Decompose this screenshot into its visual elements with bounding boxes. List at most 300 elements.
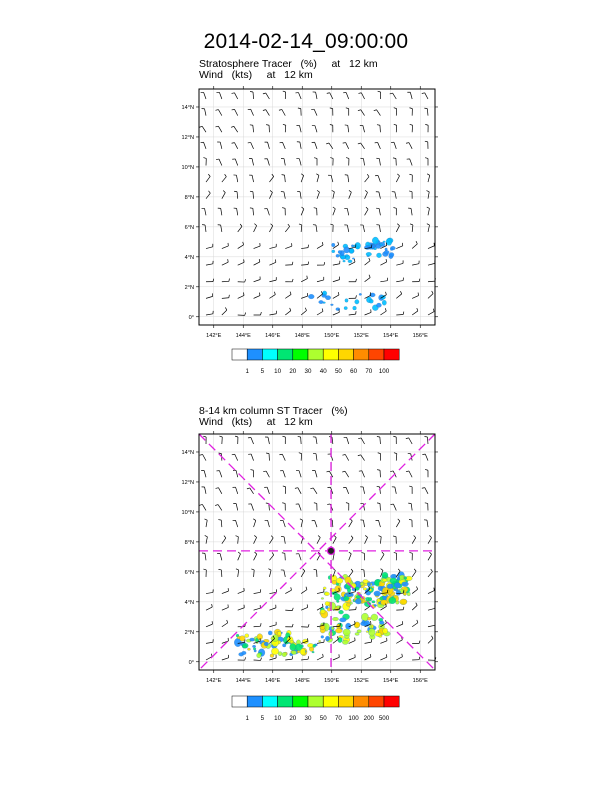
wind-barb xyxy=(285,224,289,232)
wind-barb xyxy=(263,110,270,116)
wind-barb xyxy=(222,279,230,282)
wind-barb xyxy=(269,174,273,182)
lon-label: 142°E xyxy=(206,678,222,684)
wind-barb xyxy=(281,192,285,199)
wind-barb xyxy=(333,292,339,298)
tracer-blob xyxy=(348,260,352,263)
colorbar-box xyxy=(278,349,293,360)
wind-barb xyxy=(374,110,381,116)
wind-barb xyxy=(206,244,213,249)
wind-barb xyxy=(203,569,206,577)
wind-barb xyxy=(396,260,403,265)
wind-barb xyxy=(282,436,285,444)
wind-barb xyxy=(283,91,286,99)
colorbar-box xyxy=(308,696,323,707)
wind-barb xyxy=(425,158,428,166)
wind-barb xyxy=(200,504,206,510)
wind-barb xyxy=(233,487,238,494)
wind-barb xyxy=(359,471,365,477)
wind-barb xyxy=(222,243,228,249)
tracer-blob xyxy=(361,613,368,621)
wind-barb xyxy=(333,277,340,282)
tracer-blob xyxy=(320,624,325,630)
wind-barb xyxy=(392,487,396,494)
wind-barb xyxy=(285,656,292,660)
wind-barb xyxy=(269,292,275,299)
wind-barb xyxy=(217,554,222,561)
wind-barb xyxy=(219,436,222,444)
wind-barb xyxy=(238,313,246,316)
colorbar-label: 70 xyxy=(365,368,373,375)
colorbar-label: 10 xyxy=(274,715,282,722)
tracer-blob xyxy=(383,628,388,634)
wind-barb xyxy=(238,224,242,232)
wind-barb xyxy=(409,191,412,199)
wind-barb xyxy=(425,469,428,477)
wind-barb xyxy=(396,621,402,627)
wind-barb xyxy=(424,436,428,444)
wind-barb xyxy=(217,142,222,149)
wind-barb xyxy=(412,241,417,248)
colorbar-label: 20 xyxy=(289,368,297,375)
tracer-blob xyxy=(360,582,363,586)
wind-barb xyxy=(377,470,380,478)
lon-label: 144°E xyxy=(235,333,251,339)
wind-barb xyxy=(254,243,261,248)
tracer-blob xyxy=(382,587,389,595)
wind-barb xyxy=(296,471,301,478)
wind-barb xyxy=(427,224,430,232)
wind-barb xyxy=(365,207,369,215)
tracer-blob xyxy=(376,253,381,258)
wind-barb xyxy=(314,158,317,166)
tracer-blob xyxy=(376,244,381,249)
wind-barb xyxy=(428,260,435,265)
tracer-blob xyxy=(390,578,397,584)
wind-barb xyxy=(249,175,253,182)
tracer-blob xyxy=(396,590,401,595)
wind-barb xyxy=(206,589,213,593)
lon-label: 148°E xyxy=(294,333,310,339)
tracer-blob xyxy=(382,572,388,578)
wind-barb xyxy=(428,309,434,315)
wind-barb xyxy=(365,535,368,543)
wind-barb xyxy=(412,641,420,644)
tracer-blob xyxy=(242,645,247,648)
tracer-blob xyxy=(278,631,282,635)
wind-barb xyxy=(317,535,320,543)
wind-barb xyxy=(282,503,285,511)
tracer-blob xyxy=(376,303,381,307)
wind-barb xyxy=(281,570,285,577)
wind-barb xyxy=(285,608,293,611)
lon-label: 150°E xyxy=(324,333,340,339)
wind-barb xyxy=(349,536,353,544)
wind-barb xyxy=(254,259,260,265)
wind-barb xyxy=(206,604,212,610)
wind-barb xyxy=(232,454,238,460)
wind-barb xyxy=(285,292,291,299)
tracer-blob xyxy=(264,642,268,646)
colorbar-box xyxy=(232,696,247,707)
wind-barb xyxy=(298,436,301,444)
tracer-blob xyxy=(366,252,372,256)
wind-barb xyxy=(333,207,335,215)
lat-label: 12°N xyxy=(181,134,194,141)
wind-barb xyxy=(238,242,244,249)
tracer-blob xyxy=(342,640,348,644)
wind-barb xyxy=(409,174,412,182)
panel1-subtitle-line2: Wind (kts) at 12 km xyxy=(199,69,313,81)
wind-barb xyxy=(266,125,269,133)
lon-label: 152°E xyxy=(353,333,369,339)
tracer-blob xyxy=(382,300,386,305)
colorbar-label: 50 xyxy=(334,368,342,375)
wind-barb xyxy=(424,520,428,527)
wind-barb xyxy=(233,520,238,527)
colorbar-box xyxy=(247,349,262,360)
tracer-blob xyxy=(369,625,372,628)
wind-barb xyxy=(254,589,261,593)
wind-barb xyxy=(394,552,397,560)
wind-barb xyxy=(310,488,317,494)
lon-label: 154°E xyxy=(383,678,399,684)
wind-barb xyxy=(344,208,348,215)
wind-barb xyxy=(266,453,269,461)
lat-label: 8°N xyxy=(184,539,194,546)
tracer-blob xyxy=(339,610,344,614)
wind-barb xyxy=(412,279,420,282)
wind-barb xyxy=(222,655,229,660)
wind-barb xyxy=(222,588,229,593)
tracer-blob xyxy=(347,588,351,592)
wind-barb xyxy=(428,291,433,298)
colorbar-box xyxy=(354,696,369,707)
wind-barb xyxy=(205,535,208,543)
colorbar-box xyxy=(338,349,353,360)
wind-barb xyxy=(345,175,349,182)
tracer-blob xyxy=(325,601,329,605)
wind-barb xyxy=(249,158,253,165)
wind-barb xyxy=(328,454,333,461)
wind-barb xyxy=(313,225,317,232)
lat-label: 0° xyxy=(188,314,194,321)
wind-barb xyxy=(428,622,435,626)
wind-barb xyxy=(265,520,270,527)
wind-barbs xyxy=(199,91,435,315)
wind-barb xyxy=(365,639,372,643)
tracer-blob xyxy=(375,632,381,636)
wind-barb xyxy=(377,503,380,511)
wind-barb xyxy=(409,552,412,560)
lat-label: 12°N xyxy=(181,479,194,486)
wind-barb xyxy=(312,470,317,477)
wind-barb xyxy=(425,141,428,149)
tracer-blob xyxy=(386,238,392,245)
wind-barb xyxy=(380,552,384,560)
tracer-blob xyxy=(374,604,377,606)
wind-barb xyxy=(360,225,364,232)
wind-barb xyxy=(263,93,270,99)
wind-barb xyxy=(231,126,238,132)
wind-barb xyxy=(380,638,387,644)
lon-label: 156°E xyxy=(412,333,428,339)
wind-barb xyxy=(301,569,305,577)
tracer-blob xyxy=(338,637,343,642)
wind-barb xyxy=(349,311,356,315)
wind-barb xyxy=(285,279,293,282)
tracer-blob xyxy=(300,649,306,655)
tracer-blob xyxy=(389,597,396,604)
tracer-blob xyxy=(271,648,278,655)
wind-barb xyxy=(283,486,286,494)
wind-barb xyxy=(222,605,228,611)
wind-barb xyxy=(233,503,237,510)
wind-barb xyxy=(410,124,413,132)
colorbar xyxy=(232,349,399,375)
wind-barb xyxy=(427,207,430,215)
colorbar-label: 20 xyxy=(289,715,297,722)
tracer-blob xyxy=(368,597,372,601)
wind-barb xyxy=(394,108,397,116)
wind-barb xyxy=(238,552,241,560)
lat-label: 2°N xyxy=(184,629,194,636)
wind-barb xyxy=(250,208,254,215)
wind-barb xyxy=(238,657,246,660)
wind-barb xyxy=(301,207,304,215)
tracer-blob xyxy=(332,617,338,621)
wind-barb xyxy=(206,174,210,182)
tracer-blob xyxy=(245,634,249,638)
wind-barb xyxy=(312,520,317,527)
tracer-blob xyxy=(320,610,325,614)
tracer-blob xyxy=(327,608,331,611)
wind-barb xyxy=(222,259,228,265)
wind-barb xyxy=(282,175,286,182)
wind-barb xyxy=(222,307,227,315)
wind-barb xyxy=(378,91,381,99)
wind-barb xyxy=(313,92,317,99)
wind-barb xyxy=(333,654,339,660)
wind-barb xyxy=(394,124,397,132)
wind-barb xyxy=(349,190,352,198)
wind-barb xyxy=(206,639,213,643)
wind-barb xyxy=(312,142,317,149)
wind-barb xyxy=(269,552,273,560)
wind-barb xyxy=(232,159,237,166)
tracer-blob xyxy=(332,250,335,253)
wind-barb xyxy=(200,454,206,460)
wind-barb xyxy=(279,454,285,460)
wind-barb xyxy=(269,190,272,198)
tracer-blob xyxy=(355,632,359,635)
tracer-blob xyxy=(372,237,378,244)
wind-barb xyxy=(236,536,239,544)
tracer-blob xyxy=(362,620,365,623)
wind-barb xyxy=(233,470,238,477)
wind-barb xyxy=(422,488,428,494)
wind-barb xyxy=(343,487,349,493)
wind-barb xyxy=(375,142,381,148)
wind-barb xyxy=(428,636,433,644)
wind-barb xyxy=(410,224,413,232)
wind-barb xyxy=(202,487,206,494)
wind-barb xyxy=(232,143,238,149)
map-frame xyxy=(199,89,435,325)
wind-barb xyxy=(265,437,269,444)
tracer-blob xyxy=(359,293,362,295)
wind-barb xyxy=(393,208,396,216)
wind-barb xyxy=(330,124,333,132)
wind-barb xyxy=(265,142,270,149)
lat-label: 6°N xyxy=(184,569,194,576)
lat-label: 14°N xyxy=(181,104,194,111)
wind-barb xyxy=(360,125,365,132)
wind-barb xyxy=(316,174,319,182)
colorbar-box xyxy=(384,696,399,707)
tracer-blob xyxy=(252,645,255,648)
wind-barb xyxy=(206,654,212,660)
wind-barb xyxy=(362,553,365,561)
colorbar-label: 500 xyxy=(378,715,390,722)
tracer-blob xyxy=(332,580,337,584)
tracer-blob xyxy=(319,300,324,303)
colorbar-box xyxy=(323,349,338,360)
wind-barb xyxy=(346,108,349,116)
wind-barb xyxy=(365,654,371,660)
lat-label: 4°N xyxy=(184,254,194,261)
tracer-blob xyxy=(331,243,335,247)
wind-barb xyxy=(408,208,412,215)
wind-barb xyxy=(222,191,225,199)
lon-label: 150°E xyxy=(324,678,340,684)
tracer-blob xyxy=(351,593,354,596)
tracer-blob xyxy=(355,599,361,605)
tracer-blob xyxy=(363,588,367,591)
wind-barb xyxy=(377,436,381,444)
grid-lines xyxy=(199,89,435,325)
wind-barb xyxy=(377,125,380,133)
wind-barb xyxy=(380,308,386,315)
colorbar-box xyxy=(247,696,262,707)
wind-barb xyxy=(297,191,301,198)
wind-barb xyxy=(406,471,412,477)
tracer-blob xyxy=(268,631,272,635)
wind-barb xyxy=(365,275,371,282)
colorbar xyxy=(232,696,399,722)
wind-barb xyxy=(280,471,285,478)
tracer-blob xyxy=(350,602,353,604)
tracer-blob xyxy=(336,254,340,257)
wind-barb xyxy=(377,486,381,493)
wind-barb xyxy=(254,623,261,627)
wind-barb xyxy=(317,190,319,198)
wind-barb xyxy=(376,158,380,165)
wind-barb xyxy=(327,487,332,494)
tracer-blob xyxy=(321,636,324,639)
wind-barb xyxy=(199,126,206,132)
colorbar-label: 5 xyxy=(260,368,265,375)
wind-barb xyxy=(216,488,222,494)
wind-barb xyxy=(422,93,428,99)
wind-barb xyxy=(202,553,206,560)
panel1-subtitle-line1: Stratosphere Tracer (%) at 12 km xyxy=(199,58,378,70)
tracer-blob xyxy=(336,578,343,584)
wind-barb xyxy=(222,536,226,544)
wind-barb xyxy=(313,437,317,444)
colorbar-box xyxy=(293,696,308,707)
wind-barb xyxy=(349,519,353,527)
tracer-blob xyxy=(357,630,361,633)
wind-barb xyxy=(215,126,221,132)
wind-barb xyxy=(296,504,301,511)
colorbar-label: 10 xyxy=(274,368,282,375)
wind-barb xyxy=(251,569,254,577)
tracer-blob xyxy=(322,294,327,297)
colorbar-box xyxy=(338,696,353,707)
wind-barb xyxy=(346,158,349,166)
tracer-blob xyxy=(364,245,370,249)
wind-barb xyxy=(285,262,293,265)
wind-barb xyxy=(248,142,254,148)
lon-label: 152°E xyxy=(353,678,369,684)
wind-barb xyxy=(234,208,238,215)
tracer-blob xyxy=(337,606,342,609)
wind-barb xyxy=(425,124,428,132)
wind-barb xyxy=(215,110,221,116)
wind-barb xyxy=(218,569,221,577)
wind-barb xyxy=(349,654,355,660)
tracer-blob xyxy=(321,598,324,600)
plot-title: 2014-02-14_09:00:00 xyxy=(203,30,409,53)
colorbar-box xyxy=(369,696,384,707)
wind-barb xyxy=(264,159,269,166)
colorbar-label: 5 xyxy=(260,715,265,722)
wind-barb xyxy=(396,312,404,315)
tracer-blob xyxy=(308,294,314,299)
wind-barb xyxy=(285,308,291,315)
tracer-blob xyxy=(239,636,245,642)
wind-barb xyxy=(204,519,207,527)
wind-barb xyxy=(206,621,212,627)
colorbar-box xyxy=(323,696,338,707)
wind-barb xyxy=(202,109,206,116)
tracer-blob xyxy=(247,648,250,650)
colorbar-box xyxy=(278,696,293,707)
wind-barb xyxy=(247,488,254,494)
wind-barb xyxy=(427,174,430,182)
wind-barb xyxy=(296,159,301,166)
wind-barb xyxy=(317,291,322,298)
wind-barb xyxy=(396,654,402,660)
wind-barb xyxy=(264,487,269,494)
wind-barb xyxy=(406,143,412,149)
tracer-blob xyxy=(389,252,394,256)
wind-barb xyxy=(410,108,413,116)
wind-barb xyxy=(343,92,349,99)
wind-barb xyxy=(285,587,291,593)
wind-barb xyxy=(282,553,285,561)
tracer-blob xyxy=(250,638,255,641)
wind-barb xyxy=(392,192,396,199)
tracer-blob xyxy=(345,254,348,256)
wind-barb xyxy=(206,261,213,265)
wind-barb xyxy=(393,536,396,544)
wind-barb xyxy=(314,569,317,577)
wind-barb xyxy=(248,454,253,461)
lat-label: 6°N xyxy=(184,224,194,231)
wind-barb xyxy=(296,125,301,132)
